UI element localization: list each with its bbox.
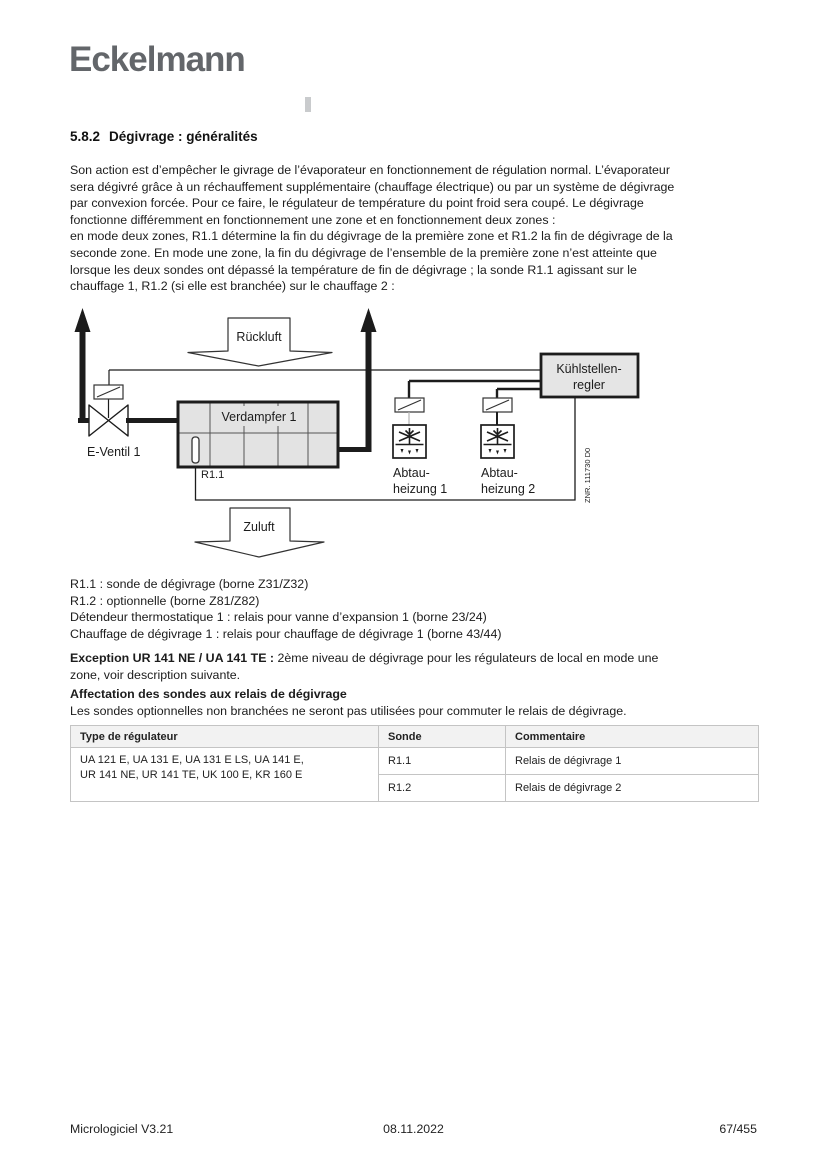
abtau1-label-line2: heizung 1 (393, 482, 448, 496)
intro-line: Son action est d’empêcher le givrage de l’évaporateur en fonctionnement de régulation normal. L’évaporateur (70, 163, 670, 177)
abtau1-label-line1: Abtau- (393, 466, 430, 480)
abtau2-label-line2: heizung 2 (481, 482, 536, 496)
intro-line: sera dégivré grâce à un réchauffement supplémentaire (chauffage électrique) ou par un système de dégivrage (70, 179, 675, 194)
r11-label: R1.1 (201, 469, 225, 481)
zuluft-label: Zuluft (243, 520, 275, 534)
intro-line: en mode deux zones, R1.1 détermine la fin du dégivrage de la première zone et R1.2 la fin de dégivrage de la (70, 229, 673, 244)
col-header-sonde: Sonde (379, 726, 506, 748)
affectation-body: Les sondes optionnelles non branchées ne seront pas utilisées pour commuter le relais de dégivrage. (70, 703, 627, 718)
heater2-solenoid-icon (483, 398, 512, 412)
logo-text: Eckelmann (69, 40, 245, 79)
intro-line: par convexion forcée. Pour ce faire, le régulateur de température du point froid sera coupé. Le dégivrage (70, 196, 644, 211)
legend-block (70, 576, 501, 642)
evaporator-box (178, 402, 338, 467)
footer-page-number: 67/455 (719, 1122, 757, 1136)
control-wire-heater2 (497, 389, 541, 398)
verdampfer-label: Verdampfer 1 (221, 410, 297, 424)
defrost-heater2-icon (481, 425, 514, 458)
intro-line: seconde zone. En mode une zone, la fin du dégivrage de l’ensemble de la première zone n’est atteinte que (70, 245, 657, 260)
footer-date: 08.11.2022 (383, 1122, 444, 1136)
controller-box (541, 354, 638, 397)
exception-rest: 2ème niveau de dégivrage pour les régulateurs de local en mode une (274, 651, 659, 665)
e-ventil-label: E-Ventil 1 (87, 445, 141, 459)
table-header-row (71, 726, 759, 748)
r11-sensor-icon (192, 437, 199, 463)
section-title: Dégivrage : généralités (109, 129, 258, 144)
exception-paragraph (70, 650, 658, 683)
pipe-valve-to-evaporator (126, 418, 178, 423)
intro-line: fonctionne différemment en fonctionnement une zone et en fonctionnement deux zones : (70, 212, 556, 227)
footer-version: Micrologiciel V3.21 (70, 1122, 174, 1136)
exception-line2: zone, voir description suivante. (70, 667, 241, 682)
evalve-solenoid-icon (94, 385, 123, 399)
controller-label-line1: Kühlstellen- (556, 362, 622, 376)
intro-line: chauffage 1, R1.2 (si elle est branchée) sur le chauffage 2 : (70, 279, 395, 294)
exception-bold: Exception UR 141 NE / UA 141 TE : (70, 651, 275, 665)
exception-line1 (70, 650, 658, 667)
legend-line: R1.1 : sonde de dégivrage (borne Z31/Z32) (70, 577, 309, 591)
affectation-section (70, 686, 627, 719)
cell-regulator-types (71, 748, 379, 802)
legend-line: Chauffage de dégivrage 1 : relais pour chauffage de dégivrage 1 (borne 43/44) (70, 626, 502, 641)
legend-line: R1.2 : optionnelle (borne Z81/Z82) (70, 593, 260, 608)
section-number: 5.8.2 (70, 129, 101, 144)
heater1-solenoid-icon (395, 398, 424, 412)
cell-commentaire: Relais de dégivrage 2 (506, 775, 759, 802)
pipe-right-icon (338, 308, 377, 452)
defrost-heater1-icon (393, 425, 426, 458)
defrost-system-diagram (60, 290, 680, 575)
col-header-commentaire: Commentaire (506, 726, 759, 748)
logo-mark (305, 97, 311, 112)
section-heading (70, 129, 258, 144)
legend-line: Détendeur thermostatique 1 : relais pour vanne d’expansion 1 (borne 23/24) (70, 610, 487, 625)
intro-line: lorsque les deux sondes ont dépassé la température de fin de dégivrage ; la sonde R1.1 agissant sur le (70, 262, 637, 277)
zuluft-arrow (195, 508, 324, 557)
cell-sonde: R1.2 (379, 775, 506, 802)
drawing-number-label: ZNR. 111730 D0 (583, 447, 592, 503)
table-row (71, 748, 759, 775)
affectation-heading: Affectation des sondes aux relais de dégivrage (70, 687, 347, 701)
intro-paragraph (70, 162, 674, 295)
abtau2-label-line1: Abtau- (481, 466, 518, 480)
col-header-type: Type de régulateur (71, 726, 379, 748)
controller-label-line2: regler (573, 378, 605, 392)
regulator-types-line: UR 141 NE, UR 141 TE, UK 100 E, KR 160 E (80, 769, 303, 781)
rueckluft-label: Rückluft (236, 330, 282, 344)
cell-sonde: R1.1 (379, 748, 506, 775)
rueckluft-arrow (188, 318, 332, 366)
cell-commentaire: Relais de dégivrage 1 (506, 748, 759, 775)
company-logo (69, 40, 245, 80)
sensor-relay-table (70, 725, 759, 802)
regulator-types-line: UA 121 E, UA 131 E, UA 131 E LS, UA 141 E, (80, 754, 304, 766)
